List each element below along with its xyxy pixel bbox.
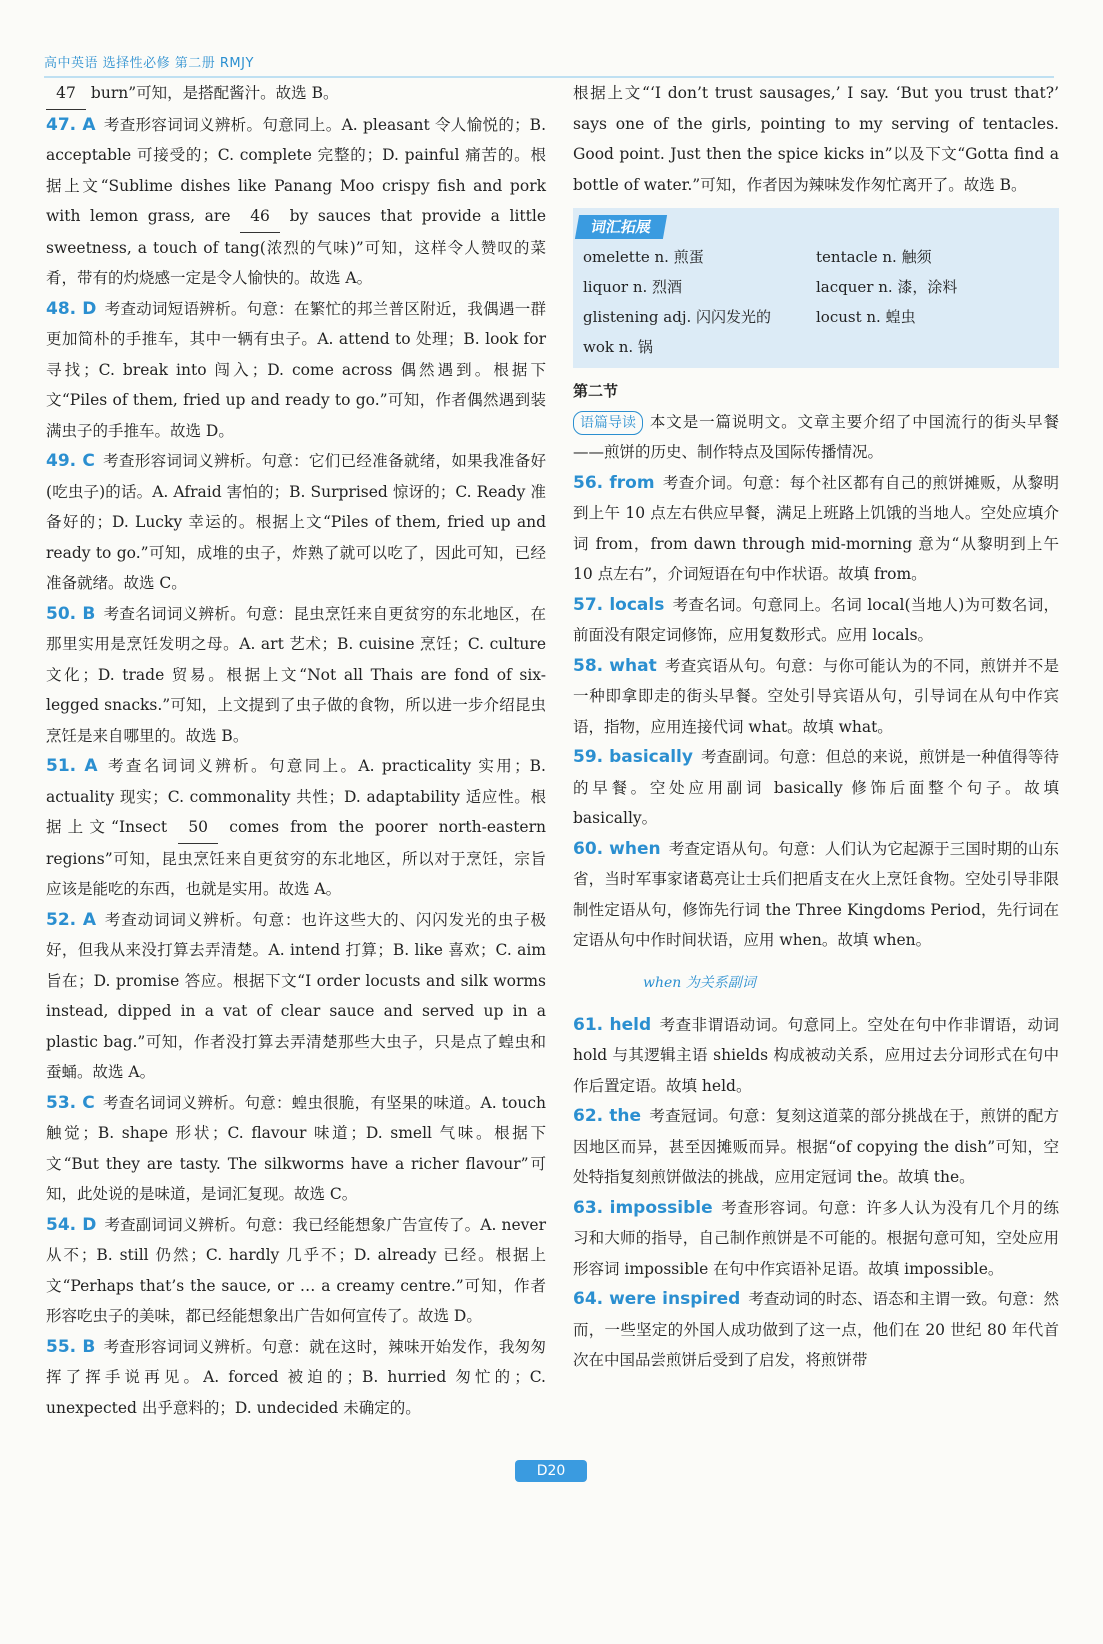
answer-item: 50. B 考查名词词义辨析。句意：昆虫烹饪来自更贫穷的东北地区，在那里实用是烹饪发明之母。A. art 艺术；B. cuisine 烹饪；C. culture 文化；D. trade 贸易。根据上文“Not all Thais are fond of six-legged snacks.”可知，上文提到了虫子做的食物，所以进一步介绍昆虫烹饪是来自哪里的。故选 B。: [46, 603, 546, 745]
answer-number: 49. C: [46, 451, 95, 471]
answer-item: 61. held 考查非谓语动词。句意同上。空处在句中作非谓语，动词 hold 与其逻辑主语 shields 构成被动关系，应用过去分词形式在句中作后置定语。故填 held。: [573, 1014, 1059, 1095]
answer-item: 48. D 考查动词短语辨析。句意：在繁忙的邦兰普区附近，我偶遇一群更加简朴的手推车，其中一辆有虫子。A. attend to 处理；B. look for 寻找；C. break into 闯入；D. come across 偶然遇到。根据下文“Piles of them, fried up and ready to go.”可知，作者偶然遇到装满虫子的手推车。故选 D。: [46, 298, 546, 440]
continued-text: 根据上文“‘I don’t trust sausages,’ I say. ‘But you trust that?’ says one of the girls, pointing to my serving of tentacles. Good point. Just then the spice kicks in”以及下文“Gotta find a bottle of water.”可知，作者因为辣味发作匆忙离开了。故选 B。: [573, 84, 1059, 194]
answer-item: 57. locals 考查名词。句意同上。名词 local(当地人)为可数名词，前面没有限定词修饰，应用复数形式。应用 locals。: [573, 594, 1059, 644]
answer-item: 49. C 考查形容词词义辨析。句意：它们已经准备就绪，如果我准备好(吃虫子)的话。A. Afraid 害怕的；B. Surprised 惊讶的；C. Ready 准备好的；D. Lucky 幸运的。根据上文“Piles of them, fried up and ready to go.”可知，成堆的虫子，炸熟了就可以吃了，因此可知，已经准备就绪。故选 C。: [46, 451, 546, 592]
answer-number: 48. D: [46, 298, 97, 319]
vocab-box: [573, 208, 1059, 368]
handwritten-note: when 为关系副词: [643, 974, 756, 991]
answer-item: 53. C 考查名词词义辨析。句意：蝗虫很脆，有坚果的味道。A. touch 触觉；B. shape 形状；C. flavour 味道；D. smell 气味。根据下文“But they are tasty. The silkworms have a richer flavour”可知，此处说的是味道，是词汇复现。故选 C。: [46, 1092, 546, 1203]
answer-item: 51. A 考查名词词义辨析。句意同上。A. practicality 实用；B. actuality 现实；C. commonality 共性；D. adaptability 适应性。根据上文“Insect 50 comes from the poorer north-eastern regions”可知，昆虫烹饪来自更贫穷的东北地区，所以对于烹饪，宗旨应该是能吃的东西，也就是实用。故选 A。: [46, 756, 546, 898]
blank-number: 50: [178, 812, 218, 844]
answer-item: 63. impossible 考查形容词。句意：许多人认为没有几个月的练习和大师的指导，自己制作煎饼是不可能的。根据句意可知，空处应用形容词 impossible 在句中作宾语补足语。故填 impossible。: [573, 1197, 1059, 1278]
answer-number: 56. from: [573, 472, 655, 493]
answer-number: 61. held: [573, 1014, 652, 1035]
answer-number: 50. B: [46, 603, 96, 624]
vocab-item: lacquer n. 漆，涂料: [816, 278, 958, 296]
answer-number: 57. locals: [573, 594, 665, 615]
answer-item: 55. B 考查形容词词义辨析。句意：就在这时，辣味开始发作，我匆匆挥了挥手说再见。A. forced 被迫的；B. hurried 匆忙的；C. unexpected 出乎意料的；D. undecided 未确定的。: [46, 1336, 546, 1417]
left-column: [46, 78, 546, 1423]
answer-number: 63. impossible: [573, 1197, 713, 1218]
answer-number: 62. the: [573, 1106, 642, 1126]
vocab-item: locust n. 蝗虫: [816, 308, 916, 326]
answer-number: 52. A: [46, 909, 97, 930]
answer-item: 56. from 考查介词。句意：每个社区都有自己的煎饼摊贩，从黎明到上午 10 点左右供应早餐，满足上班路上饥饿的当地人。空处应填介词 from，from dawn through mid-morning 意为“从黎明到上午 10 点左右”，介词短语在句中作状语。故填 from。: [573, 472, 1059, 583]
guide-tag: 语篇导读: [573, 411, 643, 435]
blank-number: 46: [240, 201, 280, 233]
page-header: [44, 52, 1054, 78]
answer-number: 51. A: [46, 756, 98, 776]
vocab-list: [583, 242, 1049, 362]
section-title: 第二节: [573, 382, 619, 400]
vocab-item: glistening adj. 闪闪发光的: [583, 308, 772, 326]
page-number: D20: [515, 1460, 587, 1482]
series-title: 高中英语 选择性必修 第二册 RMJY: [44, 56, 254, 71]
answer-item: 54. D 考查副词词义辨析。句意：我已经能想象广告宣传了。A. never 从不；B. still 仍然；C. hardly 几乎不；D. already 已经。根据上文“Perhaps that’s the sauce, or … a creamy centre.”可知，作者形容吃虫子的美味，都已经能想象出广告如何宣传了。故选 D。: [46, 1214, 546, 1325]
answer-item: 60. when 考查定语从句。句意：人们认为它起源于三国时期的山东省，当时军事家诸葛亮让士兵们把盾支在火上烹饪食物。空处引导非限制性定语从句，修饰先行词 the Three Kingdoms Period，先行词在定语从句中作时间状语，应用 when。故填 when。: [573, 838, 1059, 949]
answer-number: 53. C: [46, 1092, 95, 1113]
blank-number: 47: [46, 78, 86, 110]
answer-item: 58. what 考查宾语从句。句意：与你可能认为的不同，煎饼并不是一种即拿即走的街头早餐。空处引导宾语从句，引导词在从句中作宾语，指物，应用连接代词 what。故填 what。: [573, 655, 1059, 736]
vocab-item: wok n. 锅: [583, 338, 653, 356]
answer-item: 59. basically 考查副词。句意：但总的来说，煎饼是一种值得等待的早餐。空处应用副词 basically 修饰后面整个句子。故填 basically。: [573, 747, 1059, 827]
answer-number: 64. were inspired: [573, 1289, 741, 1309]
answer-item: 47 burn”可知，是搭配酱汁。故选 B。: [46, 78, 546, 110]
answer-number: 59. basically: [573, 747, 693, 767]
vocab-item: omelette n. 煎蛋: [583, 248, 704, 266]
vocab-tag: 词汇拓展: [575, 215, 667, 239]
right-column: [573, 78, 1059, 1376]
answer-number: 47. A: [46, 114, 96, 135]
vocab-item: tentacle n. 触须: [816, 248, 932, 266]
answer-number: 54. D: [46, 1214, 97, 1235]
answer-item: 62. the 考查冠词。句意：复刻这道菜的部分挑战在于，煎饼的配方因地区而异，甚至因摊贩而异。根据“of copying the dish”可知，空处特指复刻煎饼做法的挑战，应用定冠词 the。故填 the。: [573, 1106, 1059, 1186]
vocab-item: liquor n. 烈酒: [583, 278, 683, 296]
answer-item: 64. were inspired 考查动词的时态、语态和主谓一致。句意：然而，一些坚定的外国人成功做到了这一点，他们在 20 世纪 80 年代首次在中国品尝煎饼后受到了启发，将煎饼带: [573, 1289, 1059, 1369]
answer-item: 47. A 考查形容词词义辨析。句意同上。A. pleasant 令人愉悦的；B. acceptable 可接受的；C. complete 完整的；D. painful 痛苦的。根据上文“Sublime dishes like Panang Moo crispy fish and pork with lemon grass, are 46 by sauces that provide a little sweetness, a touch of tang(浓烈的气味)”可知，这样令人赞叹的菜肴，带有的灼烧感一定是令人愉快的。故选 A。: [46, 114, 546, 287]
answer-number: 55. B: [46, 1336, 96, 1357]
reading-guide: 语篇导读 本文是一篇说明文。文章主要介绍了中国流行的街头早餐——煎饼的历史、制作特点及国际传播情况。: [573, 412, 1059, 461]
answer-item: 52. A 考查动词词义辨析。句意：也许这些大的、闪闪发光的虫子极好，但我从来没打算去弄清楚。A. intend 打算；B. like 喜欢；C. aim 旨在；D. promise 答应。根据下文“I order locusts and silk worms instead, dipped in a vat of clear sauce and served up in a plastic bag.”可知，作者没打算去弄清楚那些大虫子，只是点了蝗虫和蚕蛹。故选 A。: [46, 909, 546, 1081]
answer-number: 58. what: [573, 655, 657, 676]
answer-number: 60. when: [573, 838, 661, 859]
